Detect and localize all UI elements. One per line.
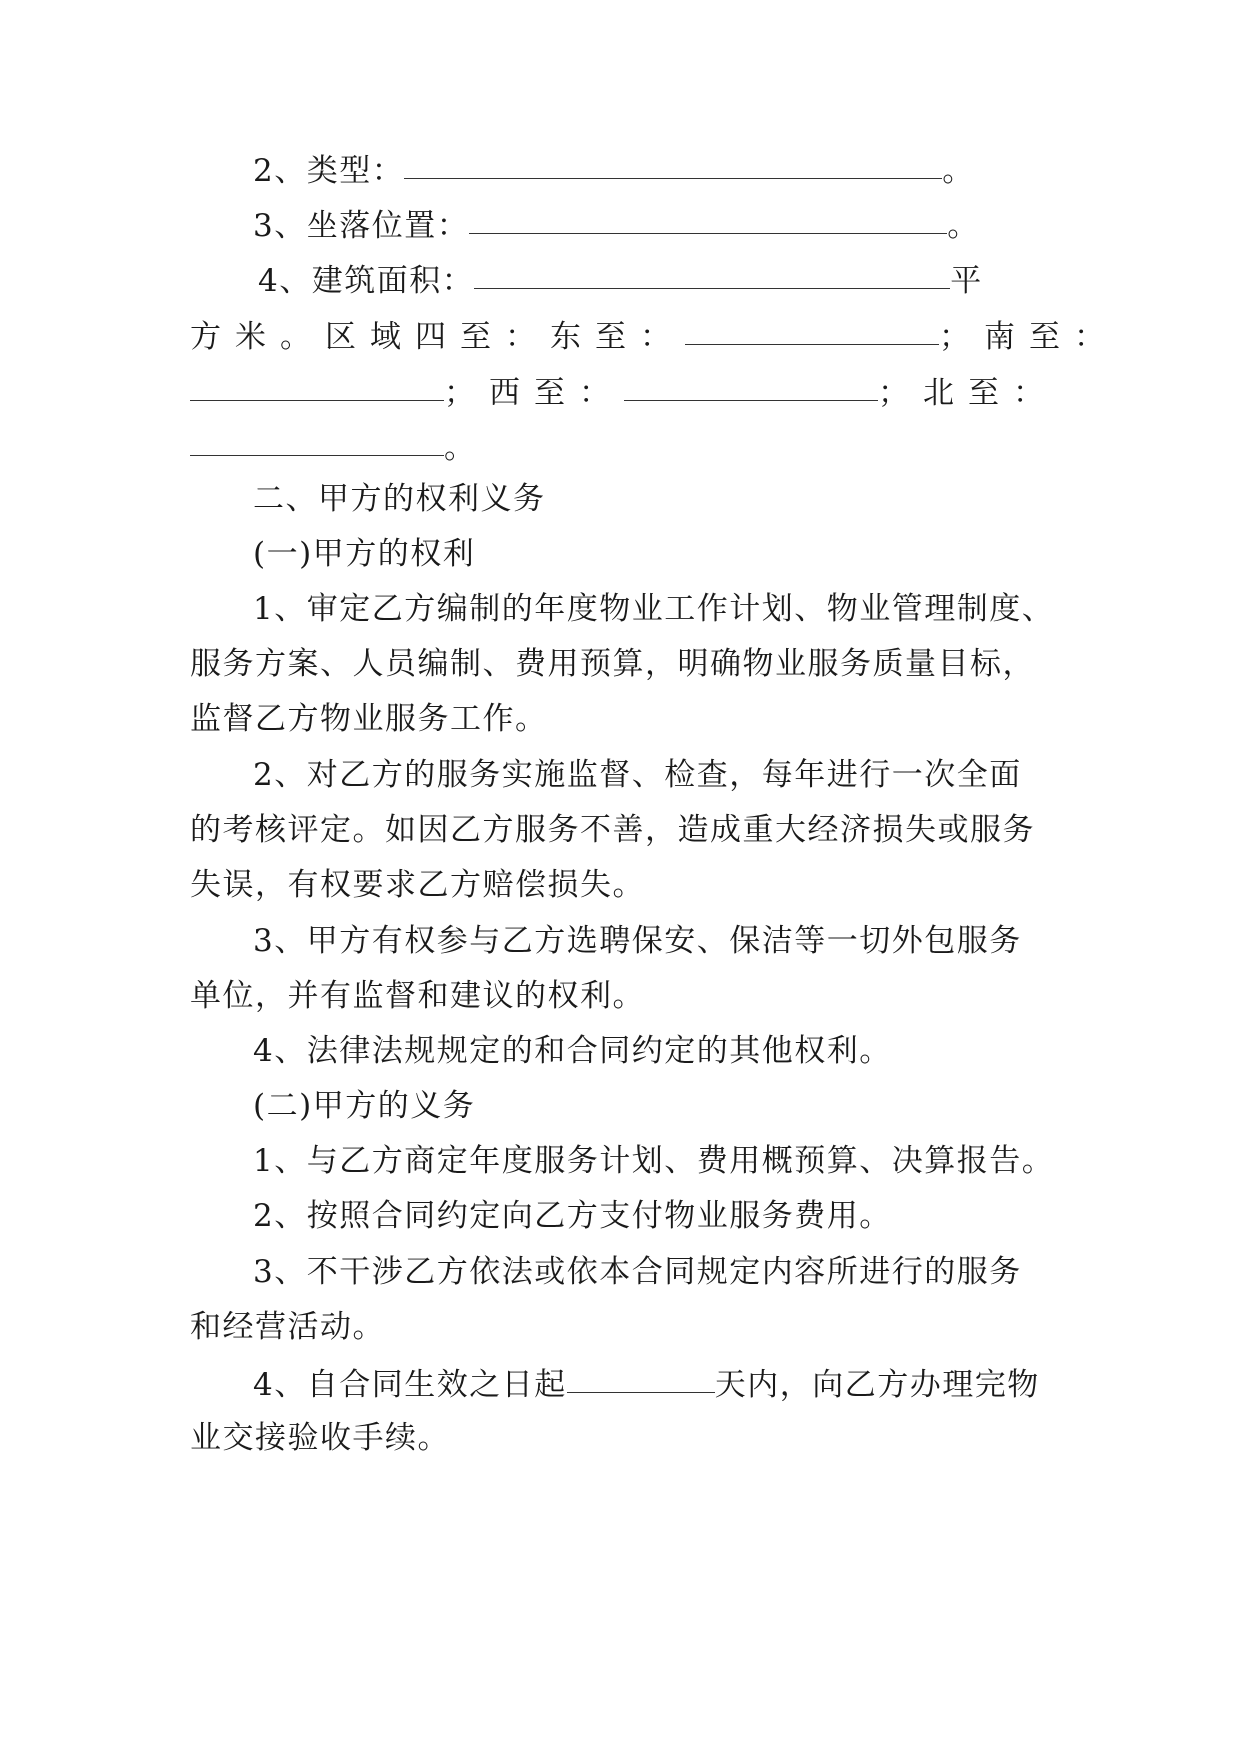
north-label: ；北至： [878, 375, 1058, 411]
duty-2-line-1: 2、按照合同约定向乙方支付物业服务费用。 [253, 1198, 892, 1234]
item-area-label: 4、建筑面积： [258, 263, 475, 299]
duties-heading: (二)甲方的义务 [253, 1088, 476, 1124]
east-blank[interactable] [685, 312, 939, 345]
days-blank[interactable] [567, 1360, 715, 1393]
boundaries-line-2 [190, 370, 1058, 413]
item-type-label: 2、类型： [253, 153, 405, 189]
west-blank[interactable] [624, 368, 878, 401]
item-type-line [253, 148, 975, 191]
south-blank[interactable] [190, 368, 444, 401]
duty-4-part-a: 4、自合同生效之日起 [253, 1367, 567, 1403]
location-blank[interactable] [469, 201, 947, 234]
duty-4-line-1 [253, 1362, 1040, 1405]
duty-1-line-1: 1、与乙方商定年度服务计划、费用概预算、决算报告。 [253, 1143, 1055, 1179]
duty-4-line-2: 业交接验收手续。 [190, 1420, 450, 1456]
item-location-label: 3、坐落位置： [253, 208, 470, 244]
right-1-line-3: 监督乙方物业服务工作。 [190, 701, 548, 737]
item-area-line [258, 258, 983, 301]
north-blank[interactable] [190, 423, 444, 456]
right-3-line-1: 3、甲方有权参与乙方选聘保安、保洁等一切外包服务 [253, 923, 1022, 959]
end-mark: 。 [942, 153, 975, 189]
right-1-line-2: 服务方案、人员编制、费用预算，明确物业服务质量目标， [190, 646, 1035, 682]
type-blank[interactable] [404, 146, 942, 179]
right-4-line-1: 4、法律法规规定的和合同约定的其他权利。 [253, 1033, 892, 1069]
end-mark: 。 [947, 208, 980, 244]
south-label: ；南至： [939, 319, 1119, 355]
duty-4-part-b: 天内，向乙方办理完物 [714, 1367, 1040, 1403]
right-3-line-2: 单位，并有监督和建议的权利。 [190, 978, 645, 1014]
west-label: ；西至： [444, 375, 624, 411]
right-2-line-3: 失误，有权要求乙方赔偿损失。 [190, 867, 645, 903]
area-unit-tail: 方米。区域四至：东至： [190, 319, 685, 355]
end-mark: 。 [444, 430, 477, 466]
area-unit-start: 平 [950, 263, 983, 299]
duty-3-line-2: 和经营活动。 [190, 1309, 385, 1345]
section-two-heading: 二、甲方的权利义务 [253, 481, 546, 517]
right-1-line-1: 1、审定乙方编制的年度物业工作计划、物业管理制度、 [253, 591, 1055, 627]
area-blank[interactable] [474, 256, 950, 289]
boundaries-line-3 [190, 425, 477, 468]
boundaries-line-1 [190, 314, 1119, 357]
right-2-line-2: 的考核评定。如因乙方服务不善，造成重大经济损失或服务 [190, 812, 1035, 848]
rights-heading: (一)甲方的权利 [253, 536, 476, 572]
item-location-line [253, 203, 980, 246]
right-2-line-1: 2、对乙方的服务实施监督、检查，每年进行一次全面 [253, 757, 1022, 793]
duty-3-line-1: 3、不干涉乙方依法或依本合同规定内容所进行的服务 [253, 1254, 1022, 1290]
